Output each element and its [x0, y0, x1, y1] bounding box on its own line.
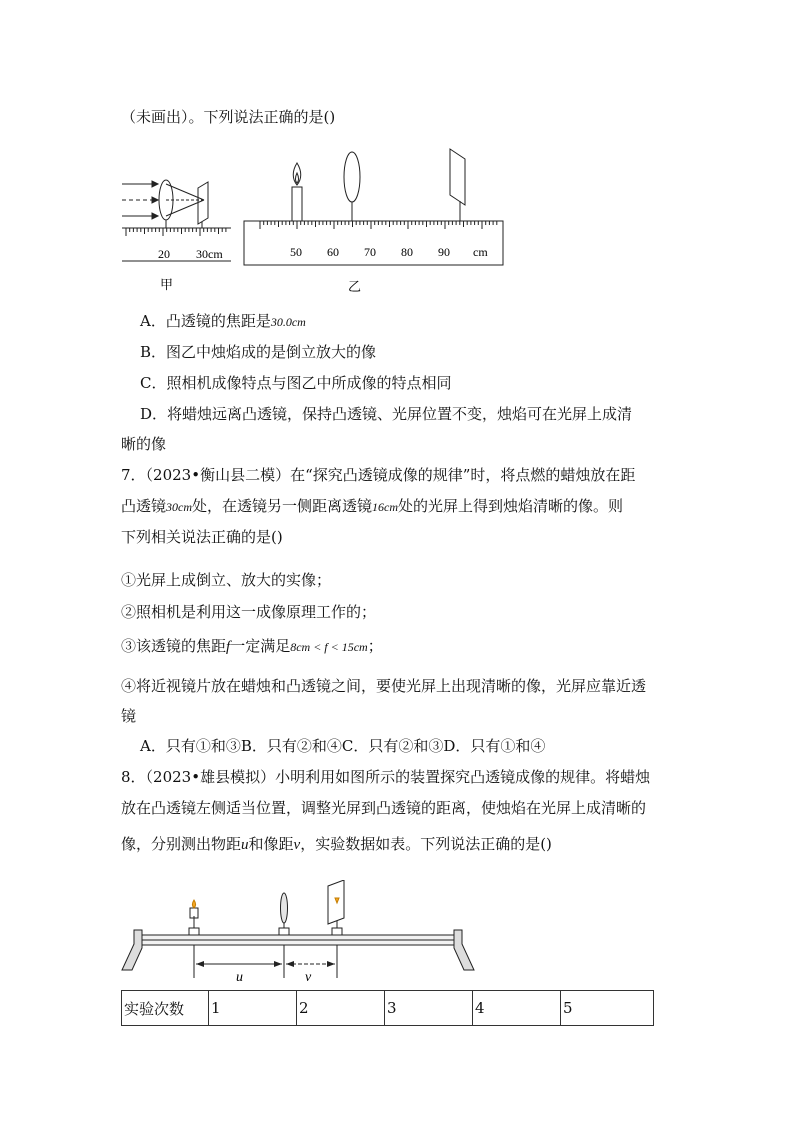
q6-option-c: C．照相机成像特点与图乙中所成像的特点相同 — [140, 374, 452, 392]
table-cell: 1 — [209, 991, 297, 1026]
q8-line3: 像，分别测出物距u和像距v，实验数据如表。下列说法正确的是() — [121, 835, 552, 853]
label-u: u — [236, 970, 243, 985]
q7-statement-1: ①光屏上成倒立、放大的实像； — [121, 571, 332, 589]
q7-statement-3: ③该透镜的焦距f一定满足8cm < f < 15cm； — [121, 637, 383, 655]
data-table — [121, 990, 654, 1026]
jia-tick-20: 20 — [158, 247, 170, 261]
q7-statement-4-line1: ④将近视镜片放在蜡烛和凸透镜之间，要使光屏上出现清晰的像，光屏应靠近透 — [121, 677, 647, 695]
table-cell: 4 — [473, 991, 561, 1026]
yi-tick-90: 90 — [438, 245, 450, 259]
table-header-cell: 实验次数 — [122, 991, 209, 1026]
q7-line2: 凸透镜30cm处，在透镜另一侧距离透镜16cm处的光屏上得到烛焰清晰的像。则 — [121, 497, 624, 515]
jia-caption: 甲 — [160, 277, 174, 292]
yi-tick-60: 60 — [327, 245, 339, 259]
table-cell: 5 — [561, 991, 654, 1026]
table-cell: 2 — [297, 991, 385, 1026]
q6-option-a: A．凸透镜的焦距是30.0cm — [140, 312, 306, 330]
q7-options: A．只有①和③B．只有②和④C．只有②和③D．只有①和④ — [140, 737, 546, 755]
yi-tick-cm: cm — [473, 245, 488, 259]
table-cell: 3 — [385, 991, 473, 1026]
figure-jia — [118, 160, 233, 300]
q7-statement-2: ②照相机是利用这一成像原理工作的； — [121, 603, 377, 621]
q8-line2: 放在凸透镜左侧适当位置，调整光屏到凸透镜的距离，使烛焰在光屏上成清晰的 — [121, 799, 647, 817]
q6-option-b: B．图乙中烛焰成的是倒立放大的像 — [140, 343, 377, 361]
q6-option-d-line2: 晰的像 — [121, 435, 167, 453]
label-v: v — [305, 970, 312, 985]
yi-tick-70: 70 — [364, 245, 376, 259]
yi-tick-80: 80 — [401, 245, 413, 259]
q6-option-d-line1: D．将蜡烛远离凸透镜，保持凸透镜、光屏位置不变，烛焰可在光屏上成清 — [140, 405, 633, 423]
figure-yi — [240, 145, 505, 300]
yi-tick-50: 50 — [290, 245, 302, 259]
q7-line3: 下列相关说法正确的是() — [121, 528, 283, 546]
figure-optical-bench — [118, 880, 483, 985]
yi-caption: 乙 — [348, 279, 362, 294]
q7-statement-4-line2: 镜 — [121, 707, 137, 725]
q7-line1: 7．（2023•衡山县二模）在“探究凸透镜成像的规律”时，将点燃的蜡烛放在距 — [121, 466, 636, 484]
table-row — [122, 991, 654, 1026]
jia-tick-30: 30cm — [196, 247, 223, 261]
q8-line1: 8．（2023•雄县模拟）小明利用如图所示的装置探究凸透镜成像的规律。将蜡烛 — [121, 768, 651, 786]
q6-intro: （未画出）。下列说法正确的是() — [121, 108, 336, 126]
